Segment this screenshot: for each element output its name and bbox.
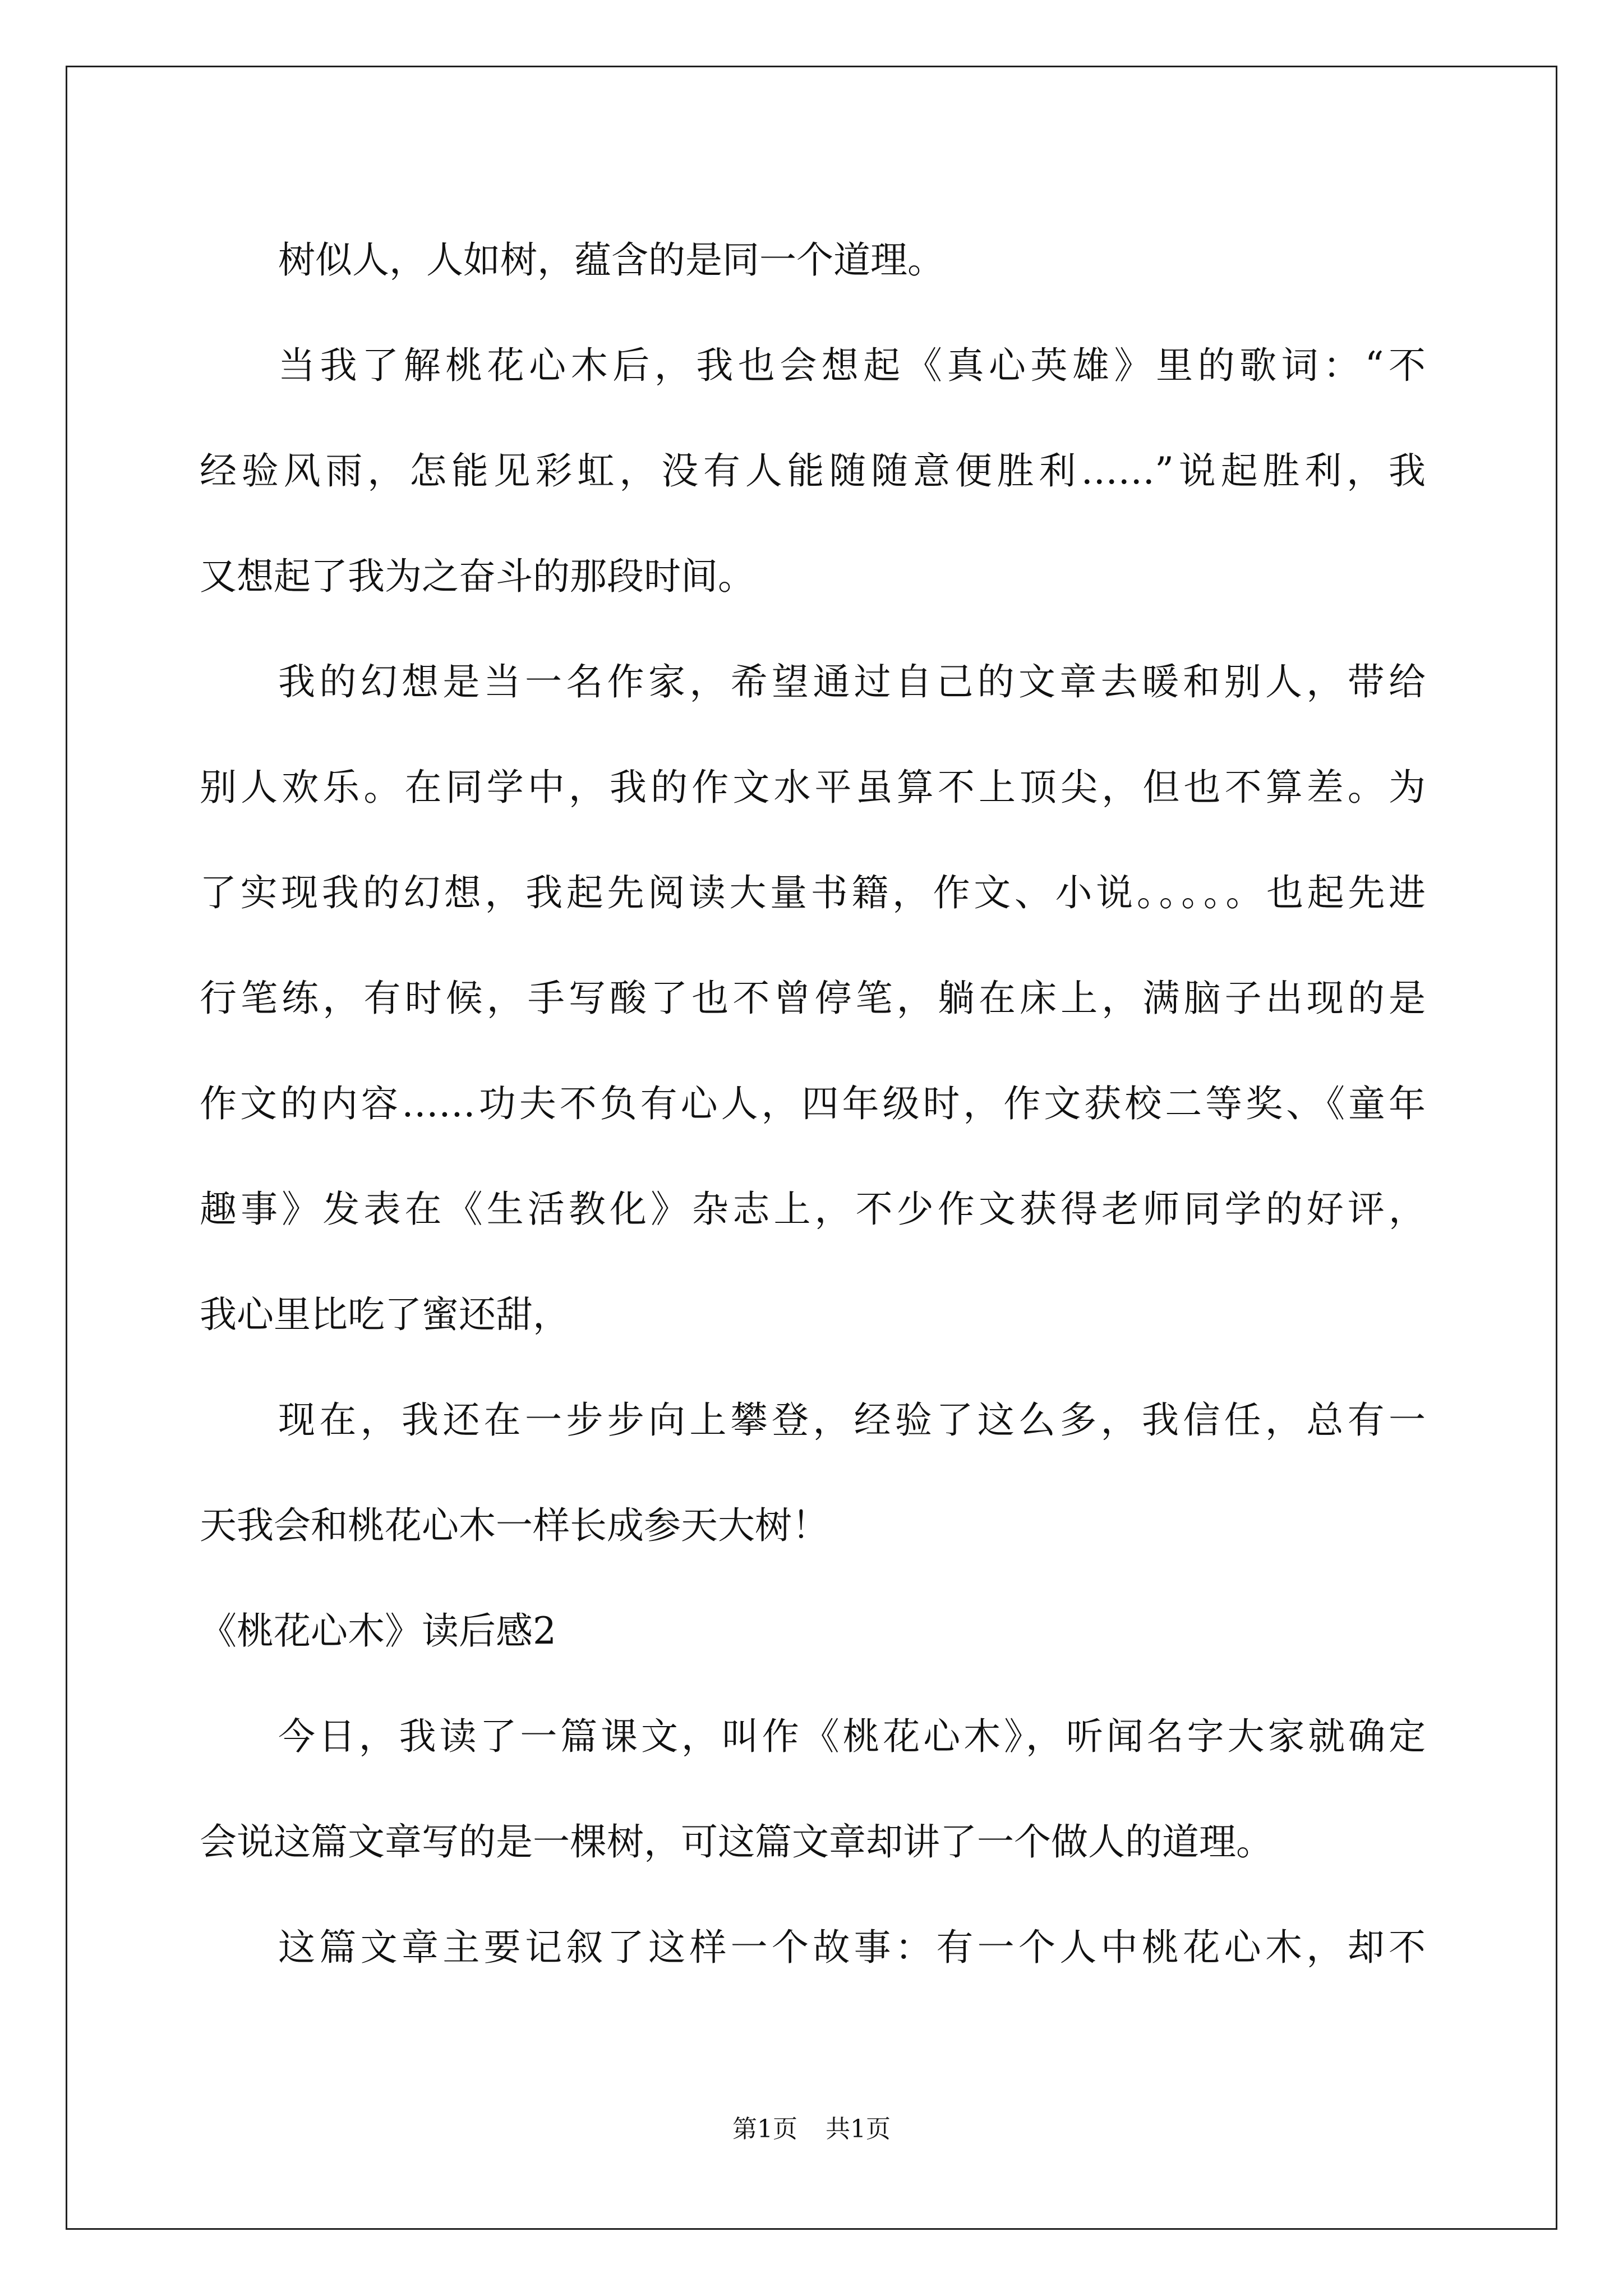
paragraph-1-line-1: 树似人，人如树，蕴含的是同一个道理。 [278, 238, 944, 282]
section-heading: 《桃花心木》读后感2 [200, 1609, 556, 1653]
paragraph-4-line-2: 天我会和桃花心木一样长成参天大树！ [200, 1504, 829, 1547]
paragraph-3-line-2: 别人欢乐。在同学中，我的作文水平虽算不上顶尖，但也不算差。为 [200, 766, 1426, 809]
paragraph-2-line-3: 又想起了我为之奋斗的那段时间。 [200, 555, 755, 598]
paragraph-2-line-2: 经验风雨，怎能见彩虹，没有人能随随意便胜利……”说起胜利，我 [200, 449, 1426, 493]
page-number: 第1页 [732, 2115, 797, 2143]
paragraph-3-line-4: 行笔练，有时候，手写酸了也不曾停笔，躺在床上，满脑子出现的是 [200, 977, 1426, 1020]
paragraph-3-line-5: 作文的内容……功夫不负有心人，四年级时，作文获校二等奖、《童年 [200, 1082, 1426, 1125]
paragraph-3-line-1: 我的幻想是当一名作家，希望通过自己的文章去暖和别人，带给 [278, 660, 1426, 703]
paragraph-4-line-1: 现在，我还在一步步向上攀登，经验了这么多，我信任，总有一 [278, 1398, 1426, 1442]
paragraph-3-line-7: 我心里比吃了蜜还甜， [200, 1293, 570, 1336]
document-body [200, 208, 1426, 2000]
page-total: 共1页 [826, 2115, 891, 2143]
paragraph-3-line-6: 趣事》发表在《生活教化》杂志上，不少作文获得老师同学的好评， [200, 1188, 1426, 1231]
paragraph-5-line-1: 今日，我读了一篇课文，叫作《桃花心木》，听闻名字大家就确定 [278, 1715, 1426, 1758]
paragraph-6-line-1: 这篇文章主要记叙了这样一个故事：有一个人中桃花心木，却不 [278, 1926, 1426, 1969]
paragraph-2-line-1: 当我了解桃花心木后，我也会想起《真心英雄》里的歌词：“不 [278, 344, 1426, 387]
paragraph-3-line-3: 了实现我的幻想，我起先阅读大量书籍，作文、小说。。。。。也起先进 [200, 871, 1426, 914]
page-footer [0, 2113, 1623, 2146]
paragraph-5-line-2: 会说这篇文章写的是一棵树，可这篇文章却讲了一个做人的道理。 [200, 1820, 1273, 1864]
